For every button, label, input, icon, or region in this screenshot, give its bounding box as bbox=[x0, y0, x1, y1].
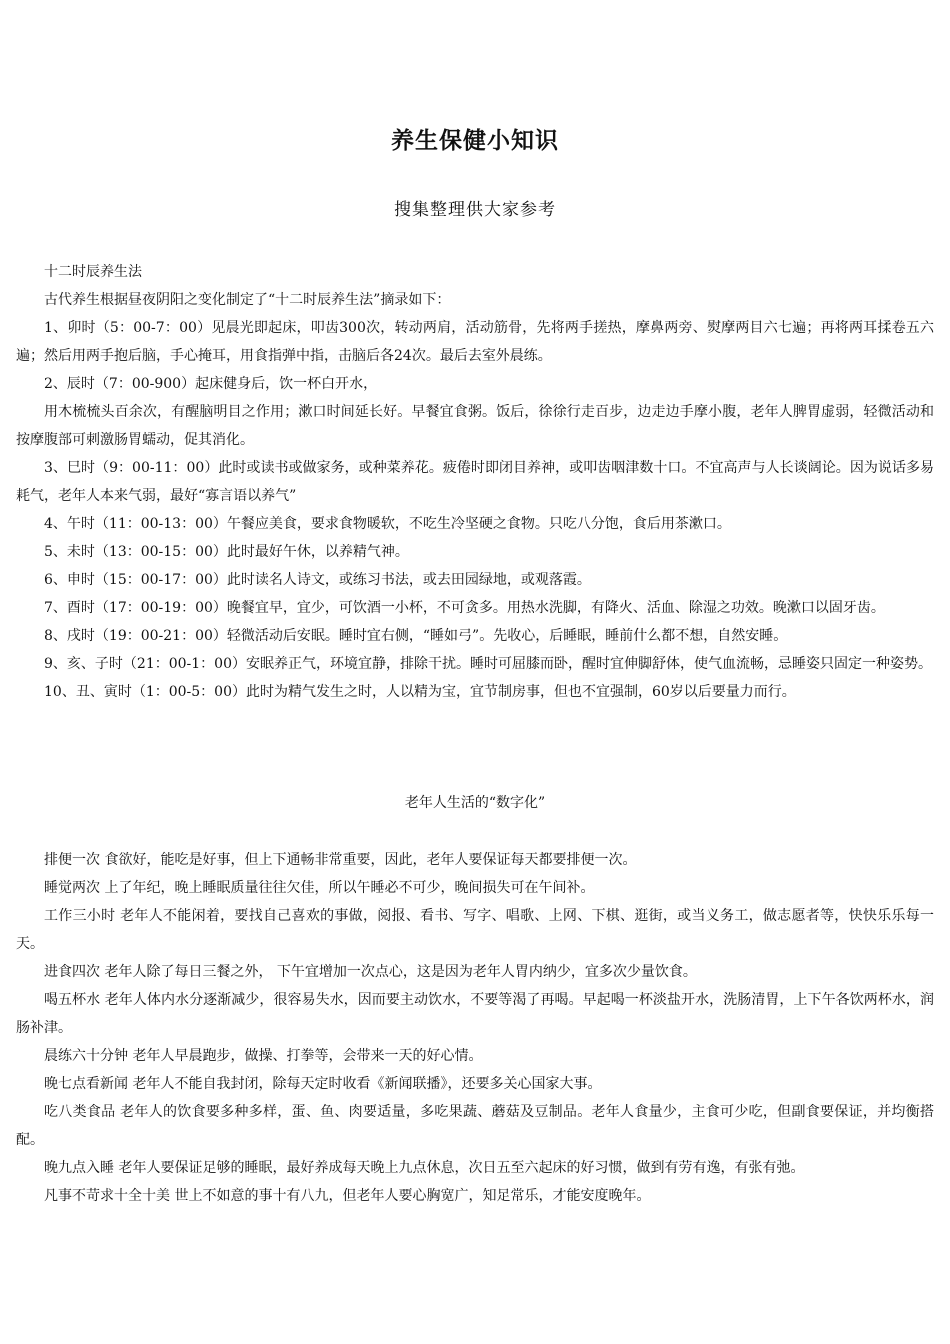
paragraph: 睡觉两次 上了年纪，晚上睡眠质量往往欠佳，所以午睡必不可少，晚间损失可在午间补。 bbox=[44, 880, 595, 896]
section-twelve-hours bbox=[16, 258, 934, 706]
paragraph: 5、未时（13：00-15：00）此时最好午休，以养精气神。 bbox=[44, 544, 409, 560]
paragraph: 10、丑、寅时（1：00-5：00）此时为精气发生之时，人以精为宝，宜节制房事，但也不宜强制，60岁以后要量力而行。 bbox=[44, 684, 796, 700]
section-heading: 老年人生活的“数字化” bbox=[404, 795, 546, 811]
paragraph: 晚九点入睡 老年人要保证足够的睡眠，最好养成每天晚上九点休息，次日五至六起床的好习惯，做到有劳有逸，有张有弛。 bbox=[44, 1160, 805, 1176]
paragraph: 9、亥、子时（21：00-1：00）安眠养正气，环境宜静，排除干扰。睡时可屈膝而卧，醒时宜伸脚舒体，使气血流畅，忌睡姿只固定一种姿势。 bbox=[44, 656, 932, 672]
paragraph: 吃八类食品 老年人的饮食要多种多样，蛋、鱼、肉要适量，多吃果蔬、蘑菇及豆制品。老年人食量少，主食可少吃，但副食要保证，并均衡搭配。 bbox=[16, 1104, 934, 1148]
paragraph: 进食四次 老年人除了每日三餐之外， 下午宜增加一次点心，这是因为老年人胃内纳少，宜多次少量饮食。 bbox=[44, 964, 697, 980]
paragraph: 晚七点看新闻 老年人不能自我封闭，除每天定时收看《新闻联播》，还要多关心国家大事。 bbox=[44, 1076, 602, 1092]
section-elderly-numbers bbox=[16, 846, 934, 1210]
paragraph: 用木梳梳头百余次，有醒脑明目之作用；漱口时间延长好。早餐宜食粥。饭后，徐徐行走百步，边走边手摩小腹，老年人脾胃虚弱，轻微活动和按摩腹部可刺激肠胃蠕动，促其消化。 bbox=[16, 404, 934, 448]
paragraph: 喝五杯水 老年人体内水分逐渐减少，很容易失水，因而要主动饮水，不要等渴了再喝。早起喝一杯淡盐开水，洗肠清胃，上下午各饮两杯水，润肠补津。 bbox=[16, 992, 934, 1036]
paragraph: 2、辰时（7：00-900）起床健身后，饮一杯白开水， bbox=[44, 376, 378, 392]
document-title: 养生保健小知识 bbox=[391, 127, 559, 154]
paragraph: 3、巳时（9：00-11：00）此时或读书或做家务，或种菜养花。疲倦时即闭目养神，或叩齿咽津数十口。不宜高声与人长谈阔论。因为说话多易耗气，老年人本来气弱，最好“寡言语以养气” bbox=[16, 460, 934, 504]
section-intro: 古代养生根据昼夜阴阳之变化制定了“十二时辰养生法”摘录如下： bbox=[44, 292, 451, 308]
document-subtitle: 搜集整理供大家参考 bbox=[394, 200, 556, 220]
paragraph: 排便一次 食欲好，能吃是好事，但上下通畅非常重要，因此，老年人要保证每天都要排便一次。 bbox=[44, 852, 637, 868]
paragraph: 7、酉时（17：00-19：00）晚餐宜早，宜少，可饮酒一小杯，不可贪多。用热水洗脚，有降火、活血、除湿之功效。晚漱口以固牙齿。 bbox=[44, 600, 885, 616]
section-heading: 十二时辰养生法 bbox=[44, 264, 142, 280]
paragraph: 晨练六十分钟 老年人早晨跑步，做操、打拳等，会带来一天的好心情。 bbox=[44, 1048, 483, 1064]
paragraph: 工作三小时 老年人不能闲着，要找自己喜欢的事做，阅报、看书、写字、唱歌、上网、下棋、逛街，或当义务工，做志愿者等，快快乐乐每一天。 bbox=[16, 908, 934, 952]
paragraph: 6、申时（15：00-17：00）此时读名人诗文，或练习书法，或去田园绿地，或观落霞。 bbox=[44, 572, 591, 588]
paragraph: 8、戌时（19：00-21：00）轻微活动后安眠。睡时宜右侧，“睡如弓”。先收心，后睡眠，睡前什么都不想，自然安睡。 bbox=[44, 628, 788, 644]
paragraph: 4、午时（11：00-13：00）午餐应美食，要求食物暖软，不吃生冷坚硬之食物。只吃八分饱，食后用茶漱口。 bbox=[44, 516, 731, 532]
paragraph: 1、卯时（5：00-7：00）见晨光即起床，叩齿300次，转动两肩，活动筋骨，先将两手搓热，摩鼻两旁、熨摩两目六七遍；再将两耳揉卷五六遍；然后用两手抱后脑，手心掩耳，用食指弹中指，击脑后各24次。最后去室外晨练。 bbox=[16, 320, 934, 364]
paragraph: 凡事不苛求十全十美 世上不如意的事十有八九，但老年人要心胸宽广，知足常乐，才能安度晚年。 bbox=[44, 1188, 651, 1204]
